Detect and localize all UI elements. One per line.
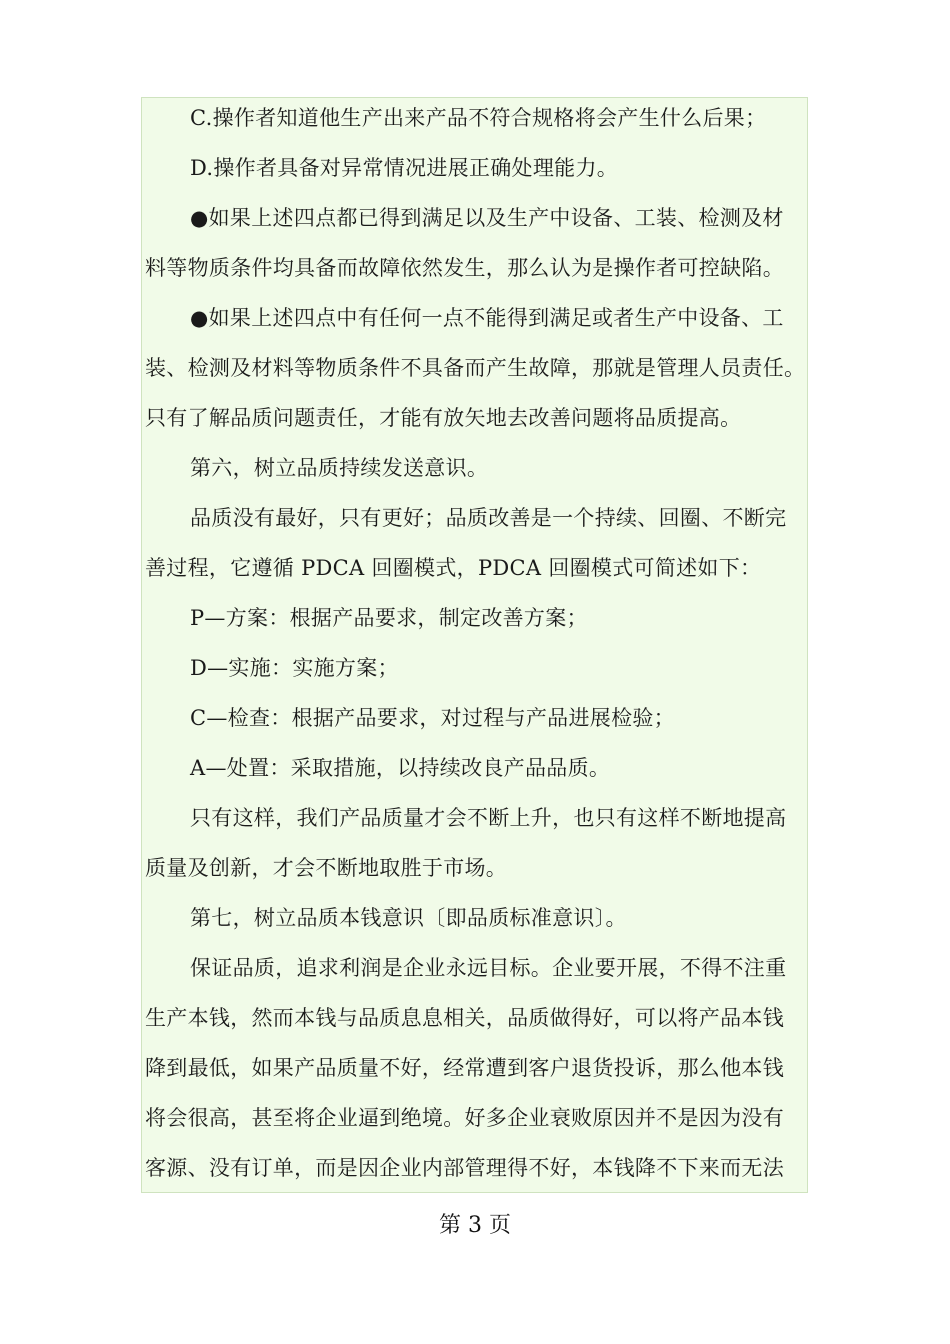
text-line: D.操作者具备对异常情况进展正确处理能力。 (190, 156, 619, 180)
text-line: 降到最低，如果产品质量不好，经常遭到客户退货投诉，那么他本钱 (145, 1056, 784, 1080)
text-line: C.操作者知道他生产出来产品不符合规格将会产生什么后果； (190, 106, 767, 130)
list-item: A—处置：采取措施，以持续改良产品品质。 (190, 756, 611, 780)
list-item: P—方案：根据产品要求，制定改善方案； (190, 606, 588, 630)
text-line: 生产本钱，然而本钱与品质息息相关，品质做得好，可以将产品本钱 (145, 1006, 784, 1030)
page-number: 第 3 页 (439, 1213, 511, 1238)
list-item: C—检查：根据产品要求，对过程与产品进展检验； (190, 706, 675, 730)
text-line: 质量及创新，才会不断地取胜于市场。 (145, 856, 508, 880)
section-heading: 第七，树立品质本钱意识〔即品质标准意识〕。 (190, 906, 627, 930)
text-line: ●如果上述四点中有任何一点不能得到满足或者生产中设备、工 (190, 306, 784, 330)
text-line: 只有这样，我们产品质量才会不断上升，也只有这样不断地提高 (190, 806, 787, 830)
text-line: 品质没有最好，只有更好；品质改善是一个持续、回圈、不断完 (190, 506, 787, 530)
text-line: 料等物质条件均具备而故障依然发生，那么认为是操作者可控缺陷。 (145, 256, 784, 280)
text-line: 保证品质，追求利润是企业永远目标。企业要开展，不得不注重 (190, 956, 787, 980)
text-line: 善过程，它遵循 PDCA 回圈模式，PDCA 回圈模式可简述如下： (145, 556, 762, 580)
text-line: 客源、没有订单，而是因企业内部管理得不好，本钱降不下来而无法 (145, 1156, 784, 1180)
section-heading: 第六，树立品质持续发送意识。 (190, 456, 489, 480)
text-line: 装、检测及材料等物质条件不具备而产生故障，那就是管理人员责任。 (145, 356, 806, 380)
text-line: 将会很高，甚至将企业逼到绝境。好多企业衰败原因并不是因为没有 (145, 1106, 784, 1130)
text-line: 只有了解品质问题责任，才能有放矢地去改善问题将品质提高。 (145, 406, 742, 430)
text-line: ●如果上述四点都已得到满足以及生产中设备、工装、检测及材 (190, 206, 784, 230)
list-item: D—实施：实施方案； (190, 656, 399, 680)
